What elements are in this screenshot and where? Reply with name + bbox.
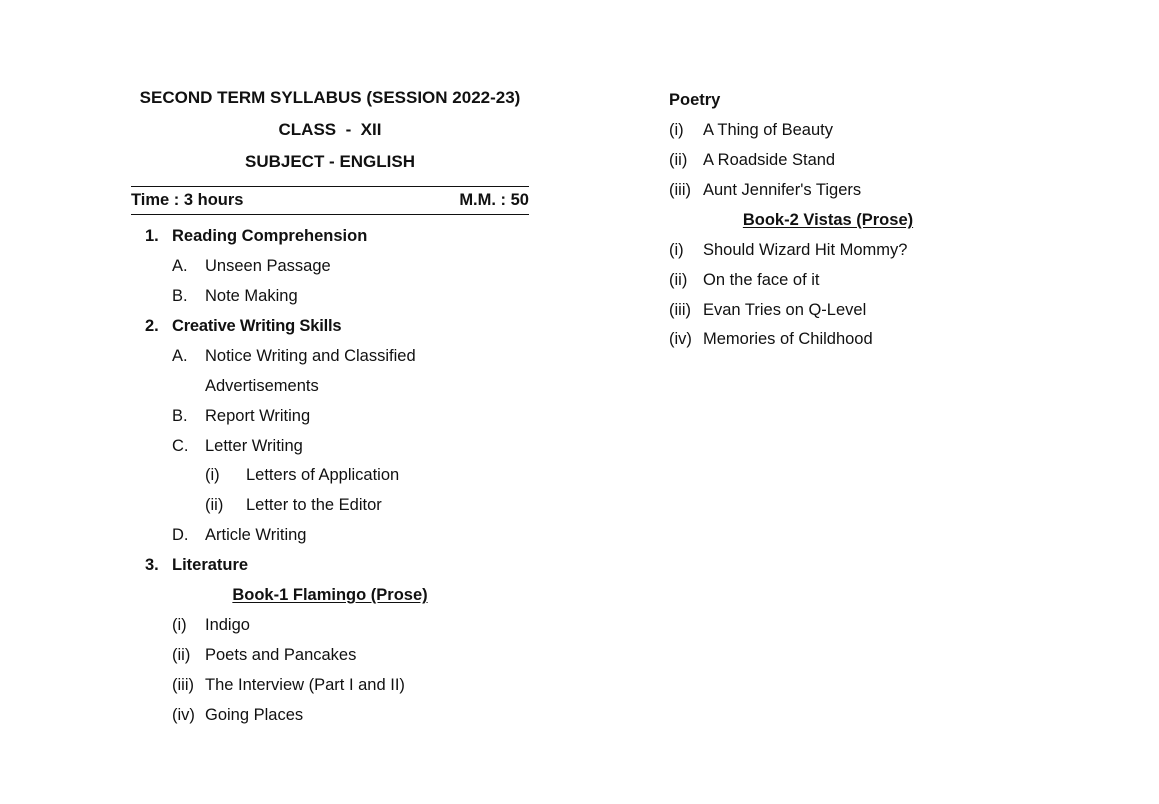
list-item-text: Article Writing: [205, 526, 307, 544]
list-item-marker: (i): [172, 616, 187, 634]
list-item-marker: (ii): [669, 271, 688, 289]
list-item-marker: (iii): [669, 181, 691, 199]
list-item-text: A Roadside Stand: [703, 151, 836, 169]
list-item-text: Going Places: [205, 706, 304, 724]
list-item-text: Poets and Pancakes: [205, 646, 357, 664]
list-item-text: On the face of it: [703, 271, 820, 289]
list-item-text: A Thing of Beauty: [703, 121, 833, 139]
list-item-marker: B.: [172, 407, 188, 425]
list-item-text: Should Wizard Hit Mommy?: [703, 241, 908, 259]
section-2-number: 2.: [145, 317, 159, 335]
list-item-text: Unseen Passage: [205, 257, 331, 275]
list-item-text: Note Making: [205, 287, 298, 305]
section-3-title: Literature: [172, 556, 249, 574]
list-item-text: Evan Tries on Q-Level: [703, 301, 867, 319]
list-item-marker: (ii): [172, 646, 191, 664]
sublist-item-text: Letters of Application: [246, 466, 400, 484]
top-rule: [131, 186, 529, 187]
list-item-text: Report Writing: [205, 407, 311, 425]
list-item-marker: (iii): [669, 301, 691, 319]
book-1-title: Book-1 Flamingo (Prose): [232, 586, 428, 604]
section-1-number: 1.: [145, 227, 159, 245]
sublist-item-marker: (ii): [205, 496, 224, 514]
list-item-marker: C.: [172, 437, 189, 455]
list-item-text: Indigo: [205, 616, 250, 634]
sublist-item-marker: (i): [205, 466, 220, 484]
list-item-marker: (iv): [172, 706, 195, 724]
list-item-text: The Interview (Part I and II): [205, 676, 405, 694]
list-item-text: Notice Writing and Classified: [205, 347, 416, 365]
list-item-text: Aunt Jennifer's Tigers: [703, 181, 862, 199]
list-item-marker: (i): [669, 121, 684, 139]
list-item-marker: (i): [669, 241, 684, 259]
list-item-marker: A.: [172, 347, 188, 365]
subject-line: SUBJECT - ENGLISH: [244, 152, 416, 171]
list-item-text: Memories of Childhood: [703, 330, 873, 348]
list-item-marker: D.: [172, 526, 189, 544]
list-item-marker: (iii): [172, 676, 194, 694]
list-item-marker: (ii): [669, 151, 688, 169]
list-item-marker: B.: [172, 287, 188, 305]
list-item-marker: (iv): [669, 330, 692, 348]
bottom-rule: [131, 214, 529, 215]
max-marks-label: M.M. : 50: [459, 191, 529, 209]
list-item-continuation: Advertisements: [205, 377, 319, 395]
sublist-item-text: Letter to the Editor: [246, 496, 382, 514]
section-2-title: Creative Writing Skills: [172, 317, 342, 335]
time-label: Time : 3 hours: [131, 191, 244, 209]
section-3-number: 3.: [145, 556, 159, 574]
class-line: CLASS - XII: [278, 120, 382, 139]
section-1-title: Reading Comprehension: [172, 227, 368, 245]
poetry-title: Poetry: [669, 91, 721, 109]
book-2-title: Book-2 Vistas (Prose): [742, 211, 914, 229]
list-item-text: Letter Writing: [205, 437, 303, 455]
list-item-marker: A.: [172, 257, 188, 275]
document-title: SECOND TERM SYLLABUS (SESSION 2022-23): [139, 88, 521, 107]
